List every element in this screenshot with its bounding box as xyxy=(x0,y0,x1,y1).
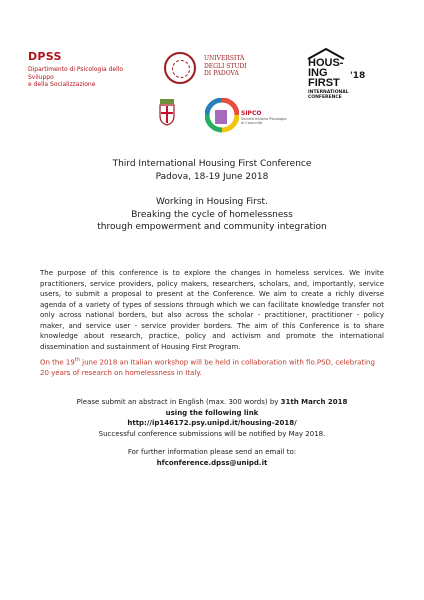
conference-dates: Padova, 18-19 June 2018 xyxy=(155,172,269,182)
theme-line: Working in Housing First. xyxy=(156,197,268,207)
unipd-logo xyxy=(164,52,264,86)
dpss-title: DPSS xyxy=(28,50,62,63)
hf-line: ING xyxy=(308,67,328,79)
hf-line: HOUS- xyxy=(308,57,344,69)
conference-heading xyxy=(0,158,424,184)
submit-line xyxy=(0,397,424,408)
hf-line: FIRST xyxy=(308,77,340,89)
submit-notify: Successful conference submissions will be notified by May 2018. xyxy=(98,429,326,438)
dpss-subtitle-line: Dipartimento di Psicologia dello xyxy=(28,66,124,73)
dpss-subtitle xyxy=(28,66,148,89)
workshop-paragraph xyxy=(40,355,384,378)
submission-info xyxy=(0,397,424,439)
unipd-name-line: UNIVERSITÀ xyxy=(204,55,245,62)
submit-deadline: 31th March 2018 xyxy=(280,398,348,406)
contact-email[interactable] xyxy=(0,458,424,469)
sipco-sub: Società Italiana Psicologia di Comunità xyxy=(241,117,287,125)
theme-line: Breaking the cycle of homelessness xyxy=(131,209,293,220)
conference-title: Third International Housing First Conference xyxy=(112,159,312,169)
hf-sub-line: CONFERENCE xyxy=(308,95,342,100)
workshop-text: june 2018 an Italian workshop will be held in collaboration with fio.PSD, celebrating 20 years of research on homelessness in Italy. xyxy=(40,358,375,377)
sipco-label: SIPCO xyxy=(241,110,262,117)
hf-sub-line: INTERNATIONAL xyxy=(308,90,349,95)
sipco-mark-icon xyxy=(205,98,239,134)
hf-year: '18 xyxy=(350,71,366,81)
housing-first-logo xyxy=(306,50,376,100)
contact-intro: For further information please send an email to: xyxy=(127,448,297,456)
theme-line: through empowerment and community integration xyxy=(97,222,327,232)
dpss-subtitle-line: Sviluppo xyxy=(28,73,54,81)
workshop-text: On the 19 xyxy=(40,358,75,367)
unipd-name-line: DI PADOVA xyxy=(204,70,239,77)
padova-crest-icon xyxy=(157,98,177,126)
hf-sub xyxy=(308,90,349,100)
dpss-logo xyxy=(28,50,148,89)
conference-theme xyxy=(0,196,424,234)
purpose-paragraph: The purpose of this conference is to explore the changes in homeless services. We invite practitioners, service providers, policy makers, researchers, scholars, and, importantly, service users, to submit a proposal to present at the Conference. We aim to create a richly diverse agenda of a variety of types of sessions through which we can facilitate knowledge transfer not only across national borders, but also across the scholar - practitioner, practitioner - policy maker, and service user - service provider borders. The aim of this Conference is to share knowledge about research, practice, policy and activism and promote the international dissemination and sustainment of Housing First Program. xyxy=(40,269,384,351)
submit-link-intro xyxy=(0,408,424,419)
workshop-sup: th xyxy=(74,357,80,363)
unipd-seal-icon xyxy=(164,52,196,84)
submit-link-intro-text: using the following link xyxy=(165,408,259,417)
submit-link-text[interactable]: http://ip146172.psy.unipd.it/housing-2018/ xyxy=(127,419,297,427)
submit-link[interactable] xyxy=(0,418,424,429)
unipd-name xyxy=(204,55,247,78)
dpss-subtitle-line: e della Socializzazione xyxy=(28,81,96,88)
contact-email-text[interactable]: hfconference.dpss@unipd.it xyxy=(156,458,268,467)
contact-info xyxy=(0,447,424,468)
submit-text: Please submit an abstract in English (max. 300 words) by xyxy=(76,398,281,406)
unipd-name-line: DEGLI STUDI xyxy=(204,62,247,70)
sipco-logo xyxy=(205,98,295,134)
